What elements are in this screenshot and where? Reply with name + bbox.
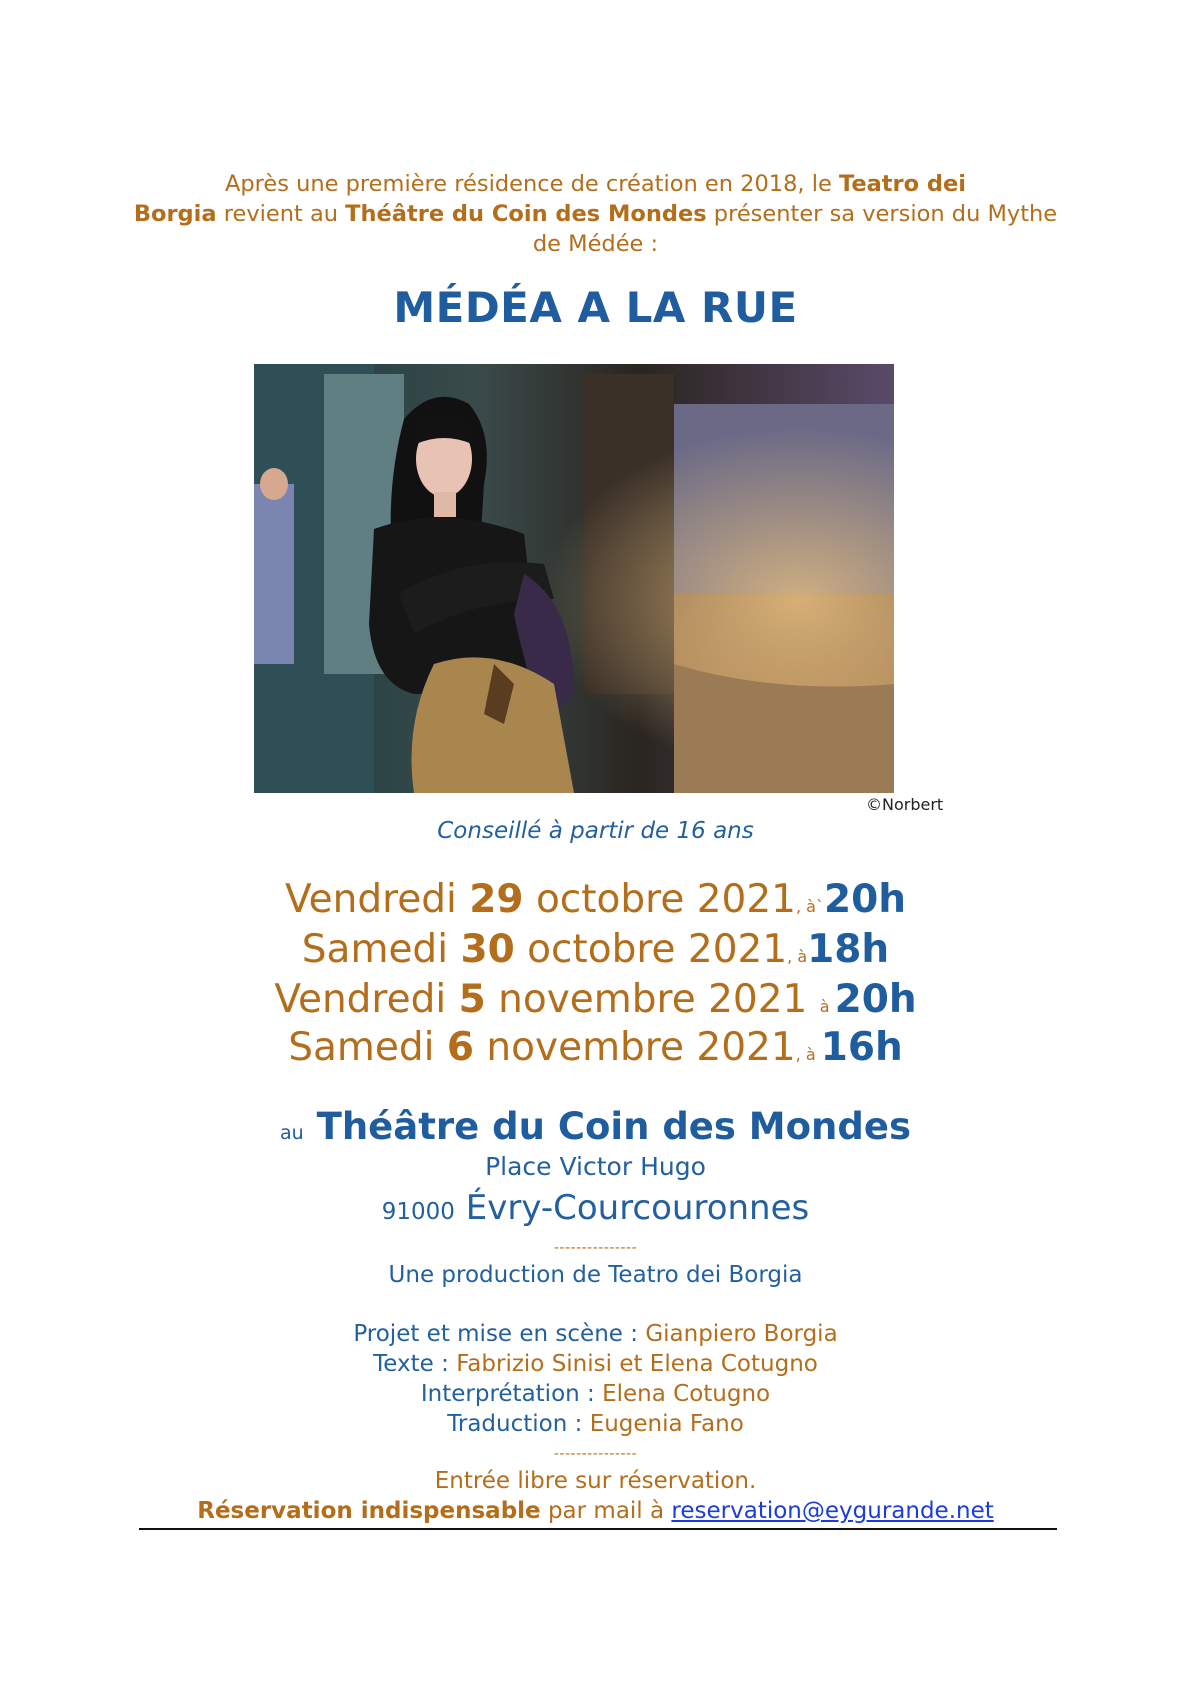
- entry-info: Entrée libre sur réservation.: [434, 1468, 757, 1494]
- venue-line: [0, 1105, 1191, 1148]
- credit-value: Eugenia Fano: [589, 1411, 744, 1437]
- venue-city-line: [0, 1188, 1191, 1228]
- date-day: Samedi: [301, 927, 461, 972]
- photo-credit: ©Norbert: [866, 795, 944, 814]
- date-line-4: [0, 1024, 1191, 1079]
- credit-label: Interprétation :: [420, 1381, 603, 1407]
- date-line-2: [0, 926, 1191, 981]
- intro-text: présenter sa version du Mythe: [706, 201, 1058, 227]
- reservation-required: Réservation indispensable: [197, 1498, 541, 1524]
- venue-name: Théâtre du Coin des Mondes: [316, 1105, 911, 1148]
- date-time: 18h: [807, 927, 890, 972]
- date-day: Samedi: [288, 1025, 447, 1070]
- intro-line-1: [0, 168, 1191, 200]
- intro-text: Après une première résidence de création en 2018, le: [224, 171, 839, 197]
- production-line: Une production de Teatro dei Borgia: [388, 1262, 803, 1288]
- credit-line: [0, 1351, 1191, 1377]
- date-number: 29: [469, 877, 524, 922]
- date-day: Vendredi: [274, 977, 459, 1022]
- credit-label: Projet et mise en scène :: [353, 1321, 646, 1347]
- date-time: 20h: [834, 977, 917, 1022]
- postcode: 91000: [381, 1199, 455, 1225]
- date-number: 5: [458, 977, 486, 1022]
- credit-label: Texte :: [373, 1351, 457, 1377]
- show-title: MÉDÉA A LA RUE: [393, 283, 798, 332]
- intro-text: de Médée :: [532, 231, 659, 257]
- date-line-1: [0, 876, 1191, 931]
- credit-value: Gianpiero Borgia: [645, 1321, 838, 1347]
- credit-line: [0, 1321, 1191, 1347]
- separator: ---------------: [553, 1240, 638, 1256]
- show-photo: [254, 364, 894, 793]
- date-time: 20h: [823, 877, 907, 922]
- date-at: , à: [795, 1045, 821, 1064]
- date-at: à: [819, 997, 835, 1016]
- venue-name-inline: Théâtre du Coin des Mondes: [345, 201, 707, 227]
- date-day: Vendredi: [284, 877, 470, 922]
- venue-street: Place Victor Hugo: [485, 1152, 706, 1181]
- intro-line-3: [0, 228, 1191, 260]
- credit-line: [0, 1381, 1191, 1407]
- intro-line-2: [0, 198, 1191, 230]
- date-month-year: octobre 2021: [514, 927, 788, 972]
- date-month-year: novembre 2021: [485, 977, 820, 1022]
- age-advice: Conseillé à partir de 16 ans: [437, 818, 754, 844]
- credit-label: Traduction :: [447, 1411, 590, 1437]
- bottom-rule: [139, 1528, 1057, 1530]
- date-number: 6: [446, 1025, 475, 1070]
- city: Évry-Courcouronnes: [465, 1188, 810, 1228]
- company-name-part2: Borgia: [133, 201, 217, 227]
- reservation-line: [0, 1498, 1191, 1524]
- credit-value: Elena Cotugno: [602, 1381, 771, 1407]
- reservation-email-link[interactable]: reservation@eygurande.net: [671, 1498, 994, 1524]
- credit-line: [0, 1411, 1191, 1437]
- credit-value: Fabrizio Sinisi et Elena Cotugno: [456, 1351, 818, 1377]
- date-number: 30: [460, 927, 515, 972]
- date-line-3: [0, 976, 1191, 1031]
- date-time: 16h: [820, 1025, 903, 1070]
- company-name-part1: Teatro dei: [838, 171, 966, 197]
- venue-prefix: au: [280, 1122, 304, 1144]
- separator: ---------------: [553, 1446, 638, 1462]
- date-month-year: octobre 2021: [523, 877, 796, 922]
- intro-text: revient au: [216, 201, 346, 227]
- date-month-year: novembre 2021: [474, 1025, 796, 1070]
- date-at: , à: [787, 947, 808, 966]
- date-at: , à`: [795, 897, 824, 916]
- reservation-text: par mail à: [540, 1498, 672, 1524]
